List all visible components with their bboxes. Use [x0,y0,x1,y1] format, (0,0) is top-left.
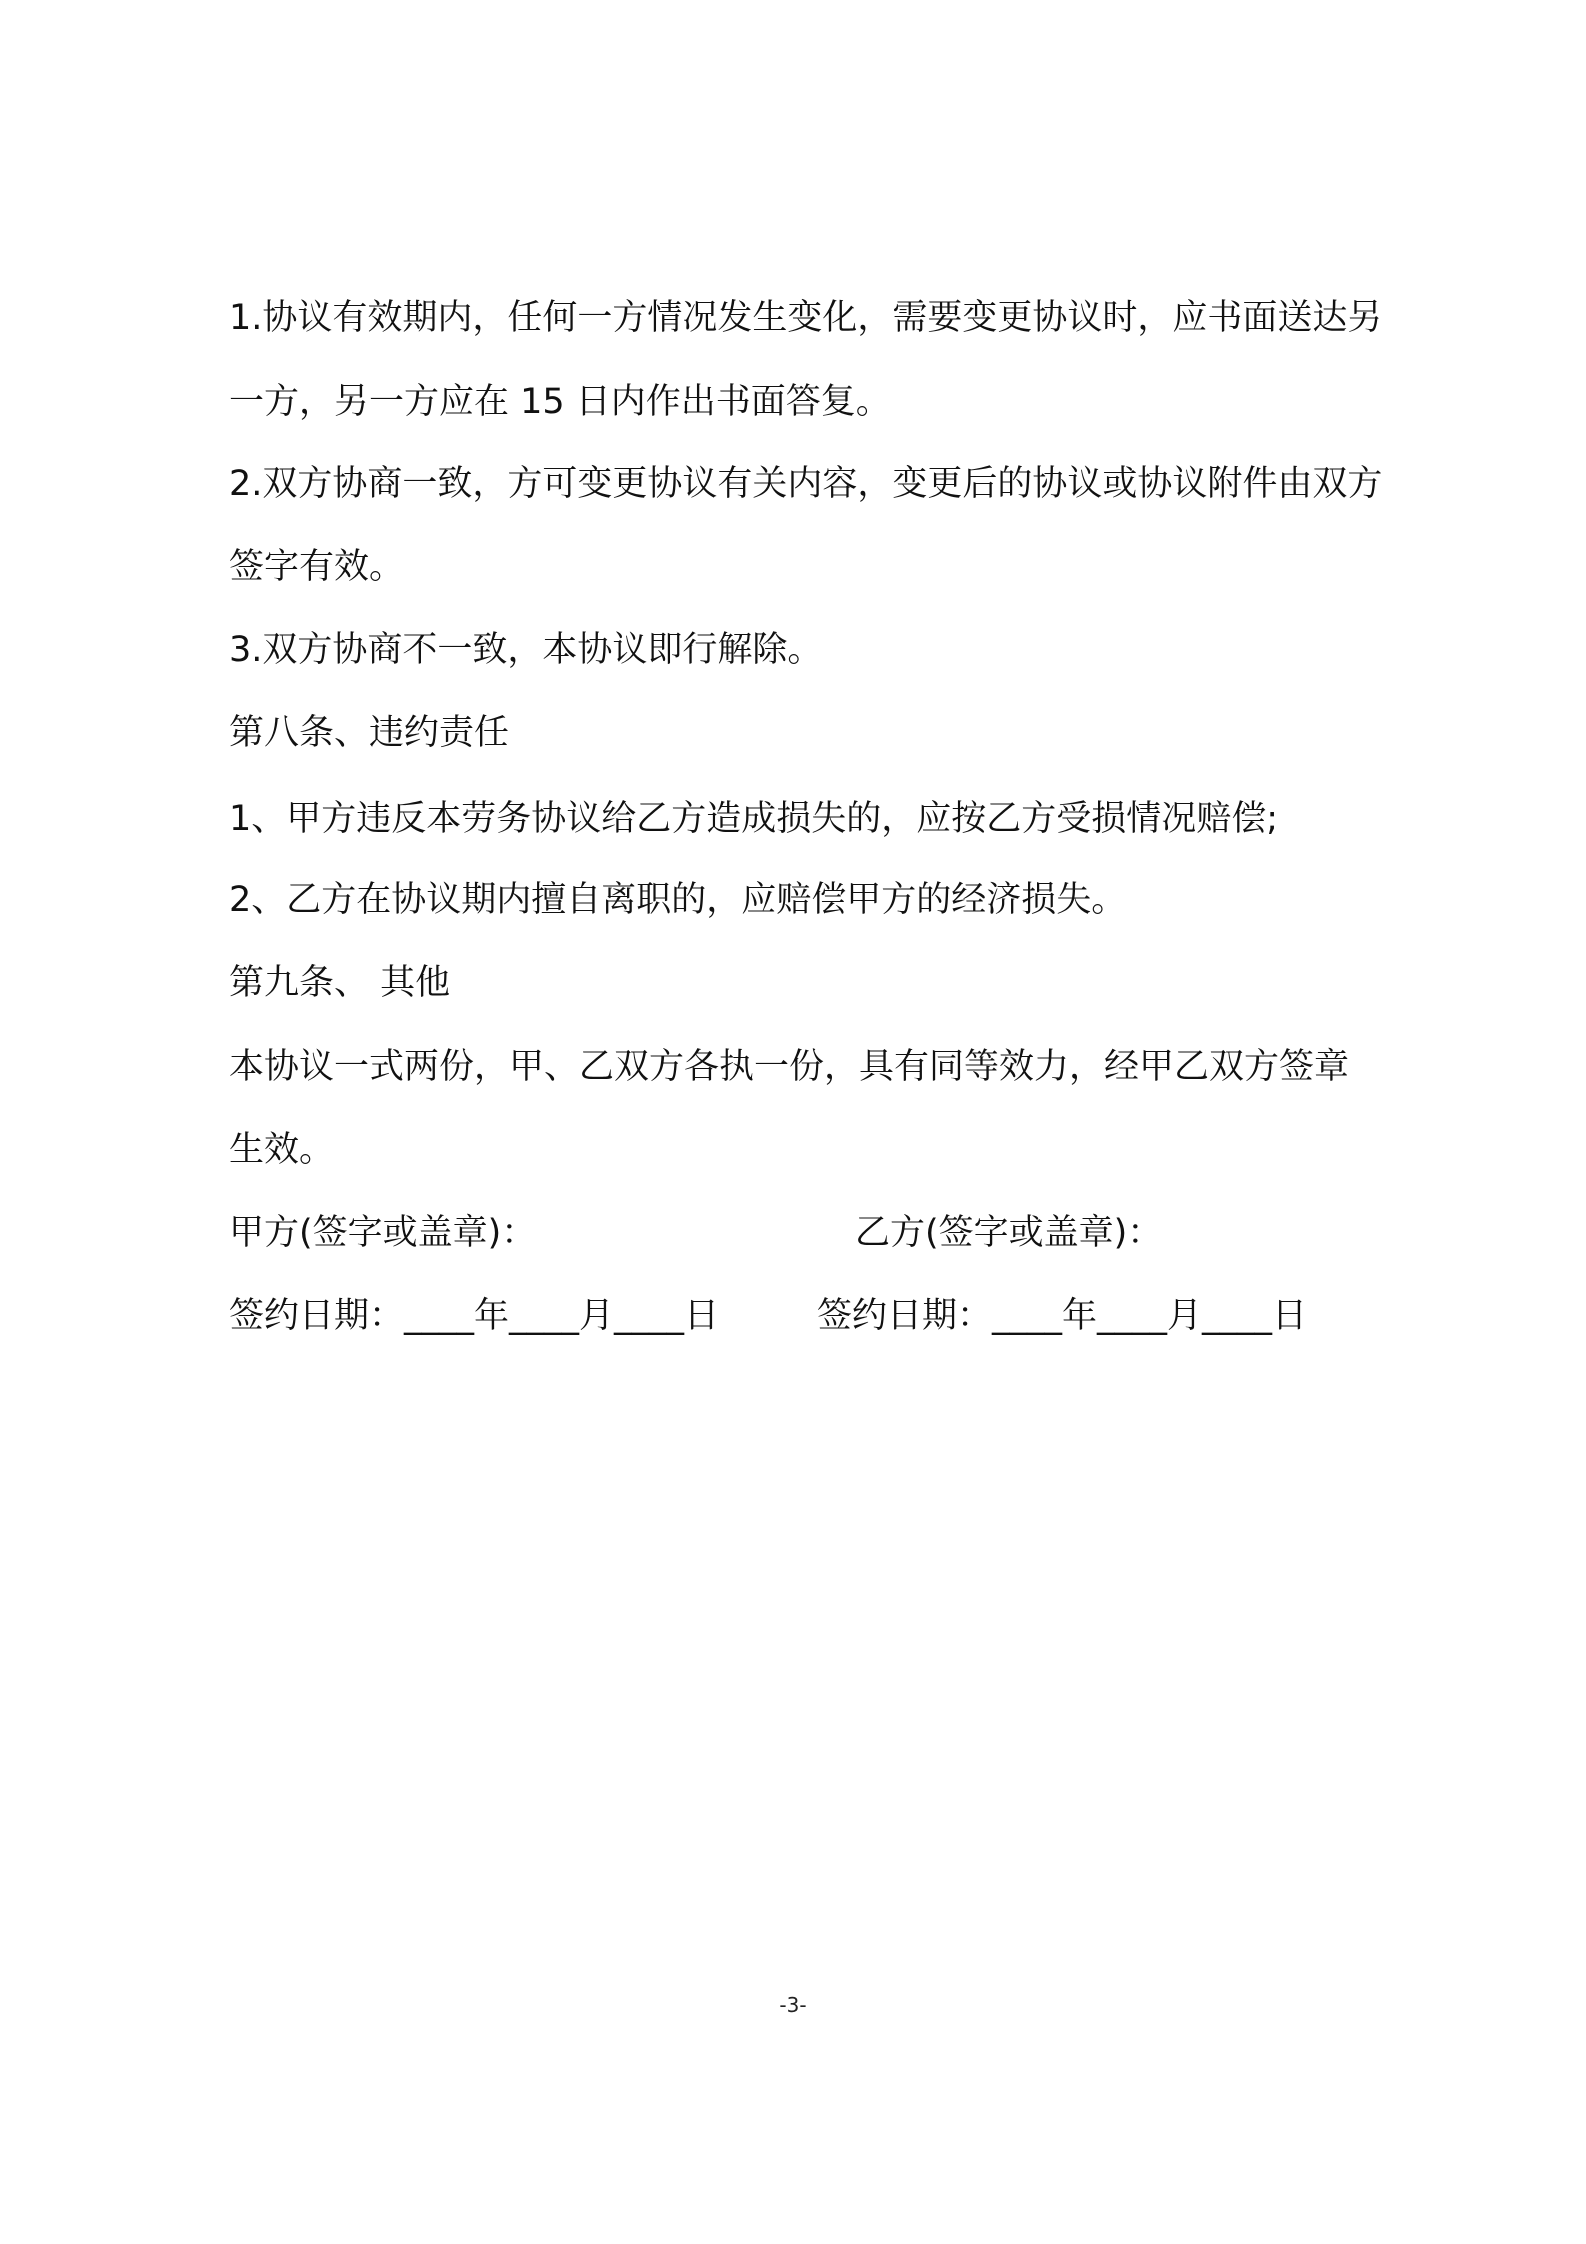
party-a-sign-date: 签约日期：____年____月____日 [229,1296,720,1336]
clause-7-item-1-line-1: 1.协议有效期内，任何一方情况发生变化，需要变更协议时，应书面送达另 [229,298,1383,338]
party-a-signature-label: 甲方(签字或盖章)： [229,1213,537,1253]
clause-9-line-1: 本协议一式两份，甲、乙双方各执一份，具有同等效力，经甲乙双方签章 [229,1047,1350,1087]
clause-8-item-1: 1、甲方违反本劳务协议给乙方造成损失的，应按乙方受损情况赔偿; [229,799,1279,839]
section-heading-9: 第九条、 其他 [229,963,451,1003]
party-b-signature-label: 乙方(签字或盖章)： [855,1213,1163,1253]
clause-8-item-2: 2、乙方在协议期内擅自离职的，应赔偿甲方的经济损失。 [229,880,1127,920]
clause-7-item-2-line-2: 签字有效。 [229,547,405,587]
clause-7-item-1-line-2: 一方，另一方应在 15 日内作出书面答复。 [229,382,891,422]
section-heading-8: 第八条、违约责任 [229,713,510,753]
party-b-sign-date: 签约日期：____年____月____日 [817,1296,1308,1336]
page-number: -3- [779,1993,807,2017]
clause-9-line-2: 生效。 [229,1130,335,1170]
clause-7-item-3: 3.双方协商不一致，本协议即行解除。 [229,630,823,670]
clause-7-item-2-line-1: 2.双方协商一致，方可变更协议有关内容，变更后的协议或协议附件由双方 [229,464,1383,504]
